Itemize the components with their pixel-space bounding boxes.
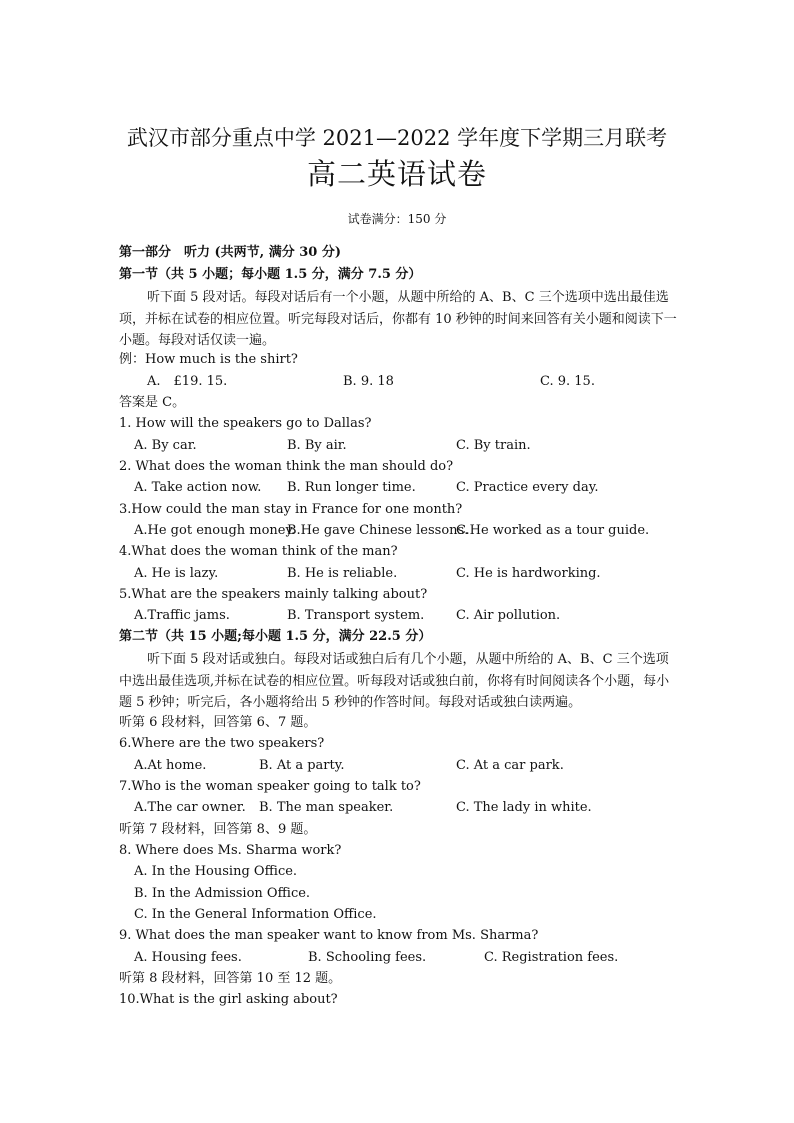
part1-heading: 第一部分 听力 (共两节, 满分 30 分)	[119, 245, 342, 260]
q3-option-c: C.He worked as a tour guide.	[456, 523, 650, 538]
section2-heading: 第二节（共 15 小题;每小题 1.5 分，满分 22.5 分）	[119, 629, 432, 644]
exam-title-line1: 武汉市部分重点中学 2021—2022 学年度下学期三月联考	[126, 126, 668, 150]
q6-option-b: B. At a party.	[259, 758, 345, 773]
q9-option-a: A. Housing fees.	[134, 950, 242, 965]
example-answer: 答案是 C。	[119, 395, 186, 410]
section1-heading: 第一节（共 5 小题；每小题 1.5 分，满分 7.5 分）	[119, 267, 422, 282]
q4-option-b: B. He is reliable.	[287, 566, 398, 581]
question-6: 6.Where are the two speakers?	[119, 736, 325, 751]
material-8-note: 听第 8 段材料，回答第 10 至 12 题。	[119, 971, 342, 986]
q4-option-c: C. He is hardworking.	[456, 566, 601, 581]
q1-option-b: B. By air.	[287, 438, 347, 453]
q4-option-a: A. He is lazy.	[134, 566, 219, 581]
example-option-c: C. 9. 15.	[540, 374, 595, 389]
q2-option-a: A. Take action now.	[134, 480, 262, 495]
q5-option-b: B. Transport system.	[287, 608, 425, 623]
section2-instructions: 听下面 5 段对话或独白。每段对话或独白后有几个小题，从题中所给的 A、B、C 三个选项中选出最佳选项,并标在试卷的相应位置。听每段对话或独白前，你将有时间阅读各个小题，每小题 5 秒钟；听完后，各小题将给出 5 秒钟的作答时间。每段对话或独白读两遍。	[119, 652, 670, 710]
question-8: 8. Where does Ms. Sharma work?	[119, 843, 342, 858]
question-10: 10.What is the girl asking about?	[119, 992, 338, 1007]
q8-option-a: A. In the Housing Office.	[134, 864, 298, 879]
q9-option-c: C. Registration fees.	[484, 950, 619, 965]
q1-option-c: C. By train.	[456, 438, 531, 453]
q9-option-b: B. Schooling fees.	[308, 950, 427, 965]
q3-option-a: A.He got enough money.	[134, 523, 296, 538]
q3-option-b: B.He gave Chinese lessons.	[287, 523, 469, 538]
q5-option-a: A.Traffic jams.	[134, 608, 230, 623]
question-1: 1. How will the speakers go to Dallas?	[119, 416, 372, 431]
example-option-b: B. 9. 18	[343, 374, 394, 389]
q7-option-c: C. The lady in white.	[456, 800, 592, 815]
question-7: 7.Who is the woman speaker going to talk to?	[119, 779, 421, 794]
example-question: 例：How much is the shirt?	[119, 352, 298, 367]
question-2: 2. What does the woman think the man should do?	[119, 459, 454, 474]
material-7-note: 听第 7 段材料，回答第 8、9 题。	[119, 822, 317, 837]
question-4: 4.What does the woman think of the man?	[119, 544, 398, 559]
q7-option-a: A.The car owner.	[134, 800, 246, 815]
section1-instructions: 听下面 5 段对话。每段对话后有一个小题，从题中所给的 A、B、C 三个选项中选出最佳选项，并标在试卷的相应位置。听完每段对话后，你都有 10 秒钟的时间来回答有关小题和阅读下一小题。每段对话仅读一遍。	[119, 290, 677, 348]
q8-option-c: C. In the General Information Office.	[134, 907, 377, 922]
question-9: 9. What does the man speaker want to know from Ms. Sharma?	[119, 928, 539, 943]
q6-option-a: A.At home.	[134, 758, 207, 773]
q2-option-c: C. Practice every day.	[456, 480, 599, 495]
material-6-note: 听第 6 段材料，回答第 6、7 题。	[119, 715, 317, 730]
q5-option-c: C. Air pollution.	[456, 608, 561, 623]
exam-title-subject: 高二英语试卷	[306, 157, 487, 191]
question-5: 5.What are the speakers mainly talking about?	[119, 587, 428, 602]
q7-option-b: B. The man speaker.	[259, 800, 394, 815]
exam-score: 试卷满分：150 分	[347, 212, 447, 226]
question-3: 3.How could the man stay in France for one month?	[119, 502, 463, 517]
example-option-a: A. £19. 15.	[147, 374, 228, 389]
q6-option-c: C. At a car park.	[456, 758, 564, 773]
q1-option-a: A. By car.	[134, 438, 197, 453]
q8-option-b: B. In the Admission Office.	[134, 886, 311, 901]
q2-option-b: B. Run longer time.	[287, 480, 416, 495]
